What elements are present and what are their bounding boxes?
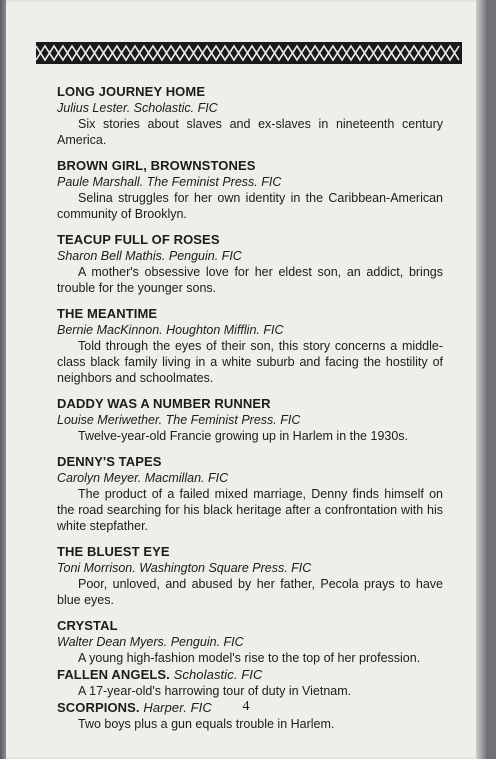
book-title: SCORPIONS. (57, 700, 140, 715)
book-entry (57, 618, 443, 666)
page-shadow-edge (476, 0, 486, 759)
book-description: Two boys plus a gun equals trouble in Harlem. (78, 717, 335, 731)
book-entry (57, 544, 443, 608)
book-description: A 17-year-old's harrowing tour of duty in Vietnam. (78, 684, 352, 698)
book-title: DADDY WAS A NUMBER RUNNER (57, 396, 271, 411)
book-publisher: Harper. FIC (143, 700, 212, 715)
book-entry (57, 396, 443, 444)
book-description: The product of a failed mixed marriage, Denny finds himself on the road searching for his black heritage after a confrontation with his white stepfather. (57, 487, 443, 533)
book-title: FALLEN ANGELS. (57, 667, 170, 682)
book-title: LONG JOURNEY HOME (57, 84, 206, 99)
book-description: Told through the eyes of their son, this story concerns a middle-class black family living in a white suburb and facing the hostility of neighbors and schoolmates. (57, 339, 443, 385)
book-entry (57, 667, 443, 699)
book-author-publisher: Sharon Bell Mathis. Penguin. FIC (57, 249, 242, 263)
book-title: THE BLUEST EYE (57, 544, 170, 559)
book-entry (57, 306, 443, 386)
book-entry (57, 232, 443, 296)
book-list (57, 84, 443, 733)
book-description: Poor, unloved, and abused by her father, Pecola prays to have blue eyes. (57, 577, 443, 607)
book-entry (57, 454, 443, 534)
book-description: Twelve-year-old Francie growing up in Harlem in the 1930s. (78, 429, 409, 443)
book-author-publisher: Walter Dean Myers. Penguin. FIC (57, 635, 244, 649)
book-author-publisher: Carolyn Meyer. Macmillan. FIC (57, 471, 229, 485)
book-title-line (57, 667, 443, 683)
book-title: BROWN GIRL, BROWNSTONES (57, 158, 256, 173)
book-author-publisher: Toni Morrison. Washington Square Press. FIC (57, 561, 312, 575)
book-entry (57, 84, 443, 148)
book-entry (57, 158, 443, 222)
book-author-publisher: Paule Marshall. The Feminist Press. FIC (57, 175, 282, 189)
book-author-publisher: Louise Meriwether. The Feminist Press. FIC (57, 413, 301, 427)
book-title: THE MEANTIME (57, 306, 158, 321)
book-description: Selina struggles for her own identity in the Caribbean-American community of Brooklyn. (57, 191, 443, 221)
book-publisher: Scholastic. FIC (173, 667, 263, 682)
book-author-publisher: Julius Lester. Scholastic. FIC (57, 101, 218, 115)
page-number: 4 (242, 699, 250, 714)
book-description: A mother's obsessive love for her eldest son, an addict, brings trouble for the younger sons. (57, 265, 443, 295)
book-page (6, 0, 486, 759)
decorative-banner (36, 42, 462, 64)
book-description: Six stories about slaves and ex-slaves in nineteenth century America. (57, 117, 443, 147)
book-title: DENNY'S TAPES (57, 454, 162, 469)
book-author-publisher: Bernie MacKinnon. Houghton Mifflin. FIC (57, 323, 284, 337)
book-title: CRYSTAL (57, 618, 118, 633)
book-title: TEACUP FULL OF ROSES (57, 232, 220, 247)
book-description: A young high-fashion model's rise to the top of her profession. (78, 651, 421, 665)
